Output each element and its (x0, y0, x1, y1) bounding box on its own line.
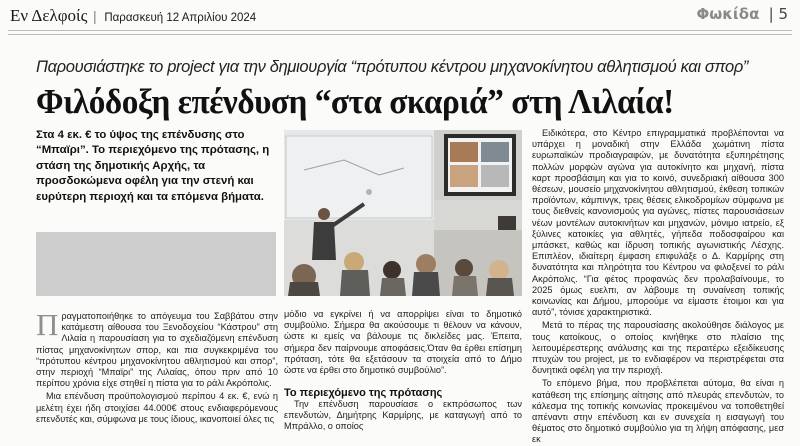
placeholder-box (36, 232, 276, 296)
body-column-3 (532, 128, 784, 446)
paragraph-text: ραγματοποιήθηκε το απόγευμα του Σαββάτου στην κατάμεστη αίθουσα του Ξενοδοχείου “Κάστρου” στη Λιλαία η παρουσίαση για το σχεδιαζόμενη επένδυση πίστας μηχανοκίνητων σπορ, και πια συγκεκριμένα του “πρότυπου κέντρου μηχανοκίνητου αθλητισμού και σπορ”, στην περιοχή “Μπαϊρι” της Λιλαίας, όπου πριν από 10 περίπου χρόνια είχε στηθεί η πίστα για το ράλι Ακρόπολις. (36, 311, 278, 389)
header-rule-top (8, 30, 792, 31)
lead-text: Στα 4 εκ. € το ύψος της επένδυσης στο “Μπαϊρι”. Το περιεχόμενο της πρότασης, η στάση της δημοτικής Αρχής, τα προσδοκώμενα οφέλη για την στενή και ευρύτερη περιοχή και τα επόμενα βήματα. (36, 129, 270, 203)
article-lead (36, 128, 276, 205)
paragraph: Ειδικότερα, στο Κέντρο επιγραμματικά προβλέπονται να υπάρχει η μοναδική στην Ελλάδα χωμάτινη πίστα ευρωπαϊκών προδιαγραφών, με δυνατότητα εξυπηρέτησης πολλών μορφών αγώνα για αυτοκίνητο και μηχανή, πίστα καρτ προσβάσιμη και για το κοινό, συνεδριακή αίθουσα 300 θέσεων, μουσείο μηχανοκίνητου αθλητισμού, έκθεση τοπικών προϊόντων, κάμπινγκ, τρεις θέσεις ελικοδρομίων σύμφωνα με τους διεθνείς κανονισμούς για αγώνες, πίστες παρουσιάσεων νέων μοντέλων αυτοκινήτων και μηχανών, μόνιμο ιατρείο, εξ ξύλινες κατοικίες για αθλητές, γήπεδα ποδοσφαίρου και μπάσκετ, καθώς και ίδρυση τοπικής αγωνιστικής Λέσχης. Επιπλέον, ιδιαίτερη έμφαση επιφυλάξε ο Δ. Καρμίρης στη δυνατότητα και πληρότητα του Κέντρου να φιλοξενεί το ράλι Ακρόπολις. “Για φέτος προφανώς δεν προλαβαίνουμε, το 2025 όμως ευελπι, αν λάβουμε τη συναίνεση τοπικής κοινωνίας και Δήμου, μπορούμε να είμαστε έτοιμοι και για αυτό”, τόνισε χαρακτηριστικά. (532, 128, 784, 318)
paragraph: Μια επένδυση προϋπολογισμού περίπου 4 εκ. €, ενώ η μελέτη έχει ήδη στοιχίσει 44.000€ στους ενδιαφερόμενους επενδυτές και, σύμφωνα με τους ίδιους, ικανοποιεί όλες τις (36, 391, 278, 424)
drop-cap: Π (36, 307, 59, 342)
presentation-photo-icon (284, 130, 522, 296)
article-headline: Φιλόδοξη επένδυση “στα σκαριά” στη Λιλαία! (36, 82, 674, 121)
section-subhead: Το περιεχόμενο της πρότασης (284, 387, 443, 399)
article-kicker: Παρουσιάστηκε το project για την δημιουργία “πρότυπου κέντρου μηχανοκίνητου αθλητισμού και σπορ” (36, 58, 749, 76)
paragraph (36, 307, 278, 389)
page-number: 5 (778, 5, 788, 23)
paragraph: Την επένδυση παρουσίασε ο εκπρόσωπος των επενδυτών, Δημήτρης Καρμίρης, με καταγωγή από το Μπράλλο, ο οποίος (284, 399, 522, 432)
header-separator: | (93, 9, 97, 25)
body-column-2 (284, 309, 522, 376)
newspaper-name: Εν Δελφοίς (10, 6, 88, 25)
page-number-group: | 5 (768, 5, 788, 23)
body-column-1 (36, 307, 278, 425)
issue-date: Παρασκευή 12 Απριλίου 2024 (104, 12, 257, 24)
masthead (10, 6, 256, 26)
paragraph: Μετά το πέρας της παρουσίασης ακολούθησε διάλογος με τους κατοίκους, ο οποίος κινήθηκε στο πλαίσιο της λειτουμέρεστερης ανάλυσης και της περαιτέρω εξειδίκευσης πτυχών του project, με το ενδιαφέρον να περιστρέφεται στα δυνητικά οφέλη για την περιοχή. (532, 320, 784, 376)
presentation-photo (284, 130, 522, 296)
paragraph: μόδιο να εγκρίνει ή να απορρίψει είναι το δημοτικό συμβούλιο. Σήμερα θα ακούσουμε τι θέλουν να κάνουν, ώστε κι εμείς να βάλουμε τις δικλείδες μας. Έπειτα, σήμερα δεν παίρνουμε αποφάσεις.Όταν θα έρθει επίσημη πρόταση, τότε θα εξετάσουν τα στοιχεία από το Δήμο ώστε να έρθει στο δημοτικό συμβούλιο”. (284, 309, 522, 376)
body-column-2-continued (284, 399, 522, 433)
header-rule-bottom (8, 34, 792, 35)
section-name: Φωκίδα (696, 5, 760, 23)
section-header (696, 5, 788, 23)
paragraph: Το επόμενο βήμα, που προβλέπεται αύτομα, θα είναι η κατάθεση της επίσημης αίτησης από πλευράς επενδυτών, το κάλεσμα της τοπικής κοινωνίας προκειμένου να τοποθετηθεί απέναντι στην επένδυση και εν συνεχεία η εισαγωγή του θέματος στο δημοτικό συμβούλιο για τη λήψη απόφασης, μεσ εκ (532, 378, 784, 445)
